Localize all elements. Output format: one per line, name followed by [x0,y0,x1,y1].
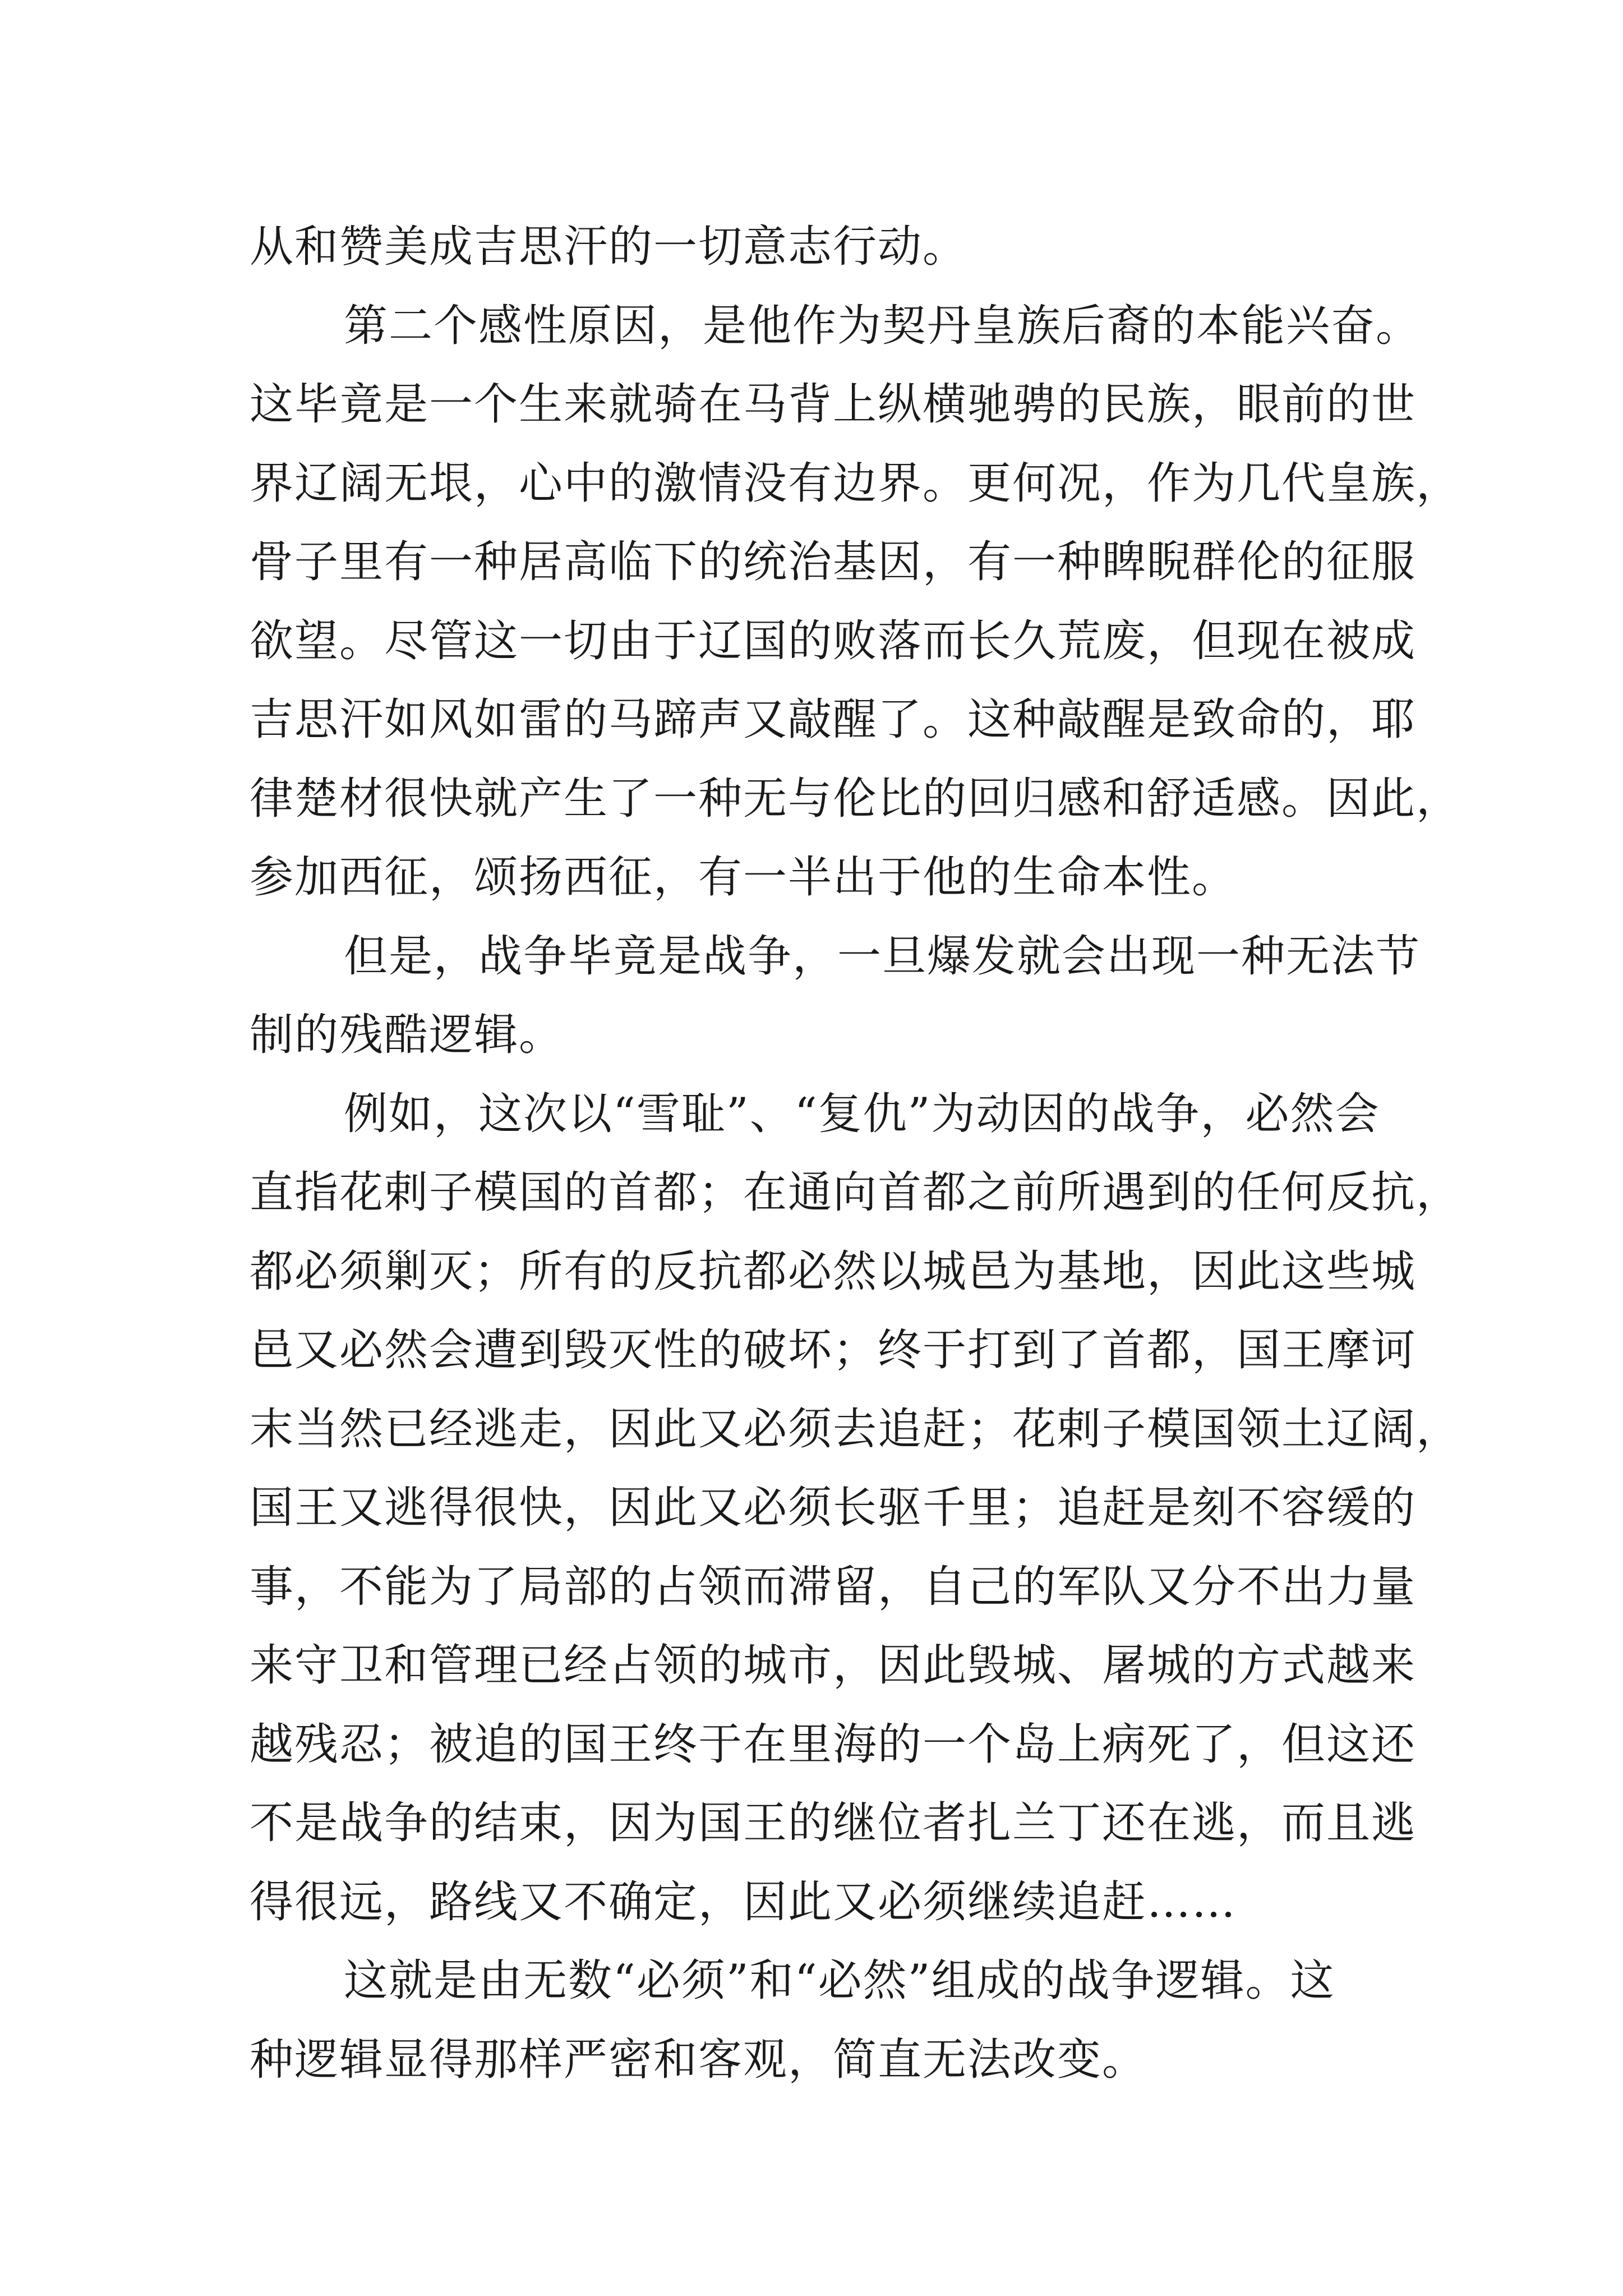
text-line: 骨子里有一种居高临下的统治基因，有一种睥睨群伦的征服 [250,537,1417,587]
text-line: 国王又逃得很快，因此又必须长驱千里；追赶是刻不容缓的 [250,1483,1417,1533]
text-line: 参加西征，颂扬西征，有一半出于他的生命本性。 [250,852,1237,903]
text-line: 都必须剿灭；所有的反抗都必然以城邑为基地，因此这些城 [250,1246,1417,1297]
text-line: 这毕竟是一个生来就骑在马背上纵横驰骋的民族，眼前的世 [250,379,1417,430]
text-line: 制的残酷逻辑。 [250,1010,564,1060]
text-line: 越残忍；被追的国王终于在里海的一个岛上病死了，但这还 [250,1719,1417,1770]
text-line: 从和赞美成吉思汗的一切意志行动。 [250,222,968,272]
text-line: 律楚材很快就产生了一种无与伦比的回归感和舒适感。因此， [250,773,1461,824]
text-line: 吉思汗如风如雷的马蹄声又敲醒了。这种敲醒是致命的，耶 [250,694,1417,745]
text-line: 种逻辑显得那样严密和客观，简直无法改变。 [250,2034,1147,2085]
text-line: 邑又必然会遭到毁灭性的破坏；终于打到了首都，国王摩诃 [250,1325,1417,1375]
paragraph-first-line: 这就是由无数“必须”和“必然”组成的战争逻辑。这 [344,1955,1335,2006]
text-line: 事，不能为了局部的占领而滞留，自己的军队又分不出力量 [250,1561,1417,1612]
text-line: 欲望。尽管这一切由于辽国的败落而长久荒废，但现在被成 [250,615,1417,666]
text-line: 直指花剌子模国的首都；在通向首都之前所遇到的任何反抗， [250,1167,1461,1218]
paragraph-first-line: 但是，战争毕竟是战争，一旦爆发就会出现一种无法节 [344,931,1421,982]
text-line: 不是战争的结束，因为国王的继位者扎兰丁还在逃，而且逃 [250,1798,1417,1848]
paragraph-first-line: 第二个感性原因，是他作为契丹皇族后裔的本能兴奋。 [344,300,1421,351]
text-line: 末当然已经逃走，因此又必须去追赶；花剌子模国领土辽阔， [250,1404,1461,1455]
text-line: 来守卫和管理已经占领的城市，因此毁城、屠城的方式越来 [250,1640,1417,1691]
paragraph-first-line: 例如，这次以“雪耻”、“复仇”为动因的战争，必然会 [344,1088,1380,1139]
document-body [250,208,1461,2099]
text-line: 界辽阔无垠，心中的激情没有边界。更何况，作为几代皇族， [250,458,1461,509]
text-line: 得很远，路线又不确定，因此又必须继续追赶…… [250,1876,1237,1927]
